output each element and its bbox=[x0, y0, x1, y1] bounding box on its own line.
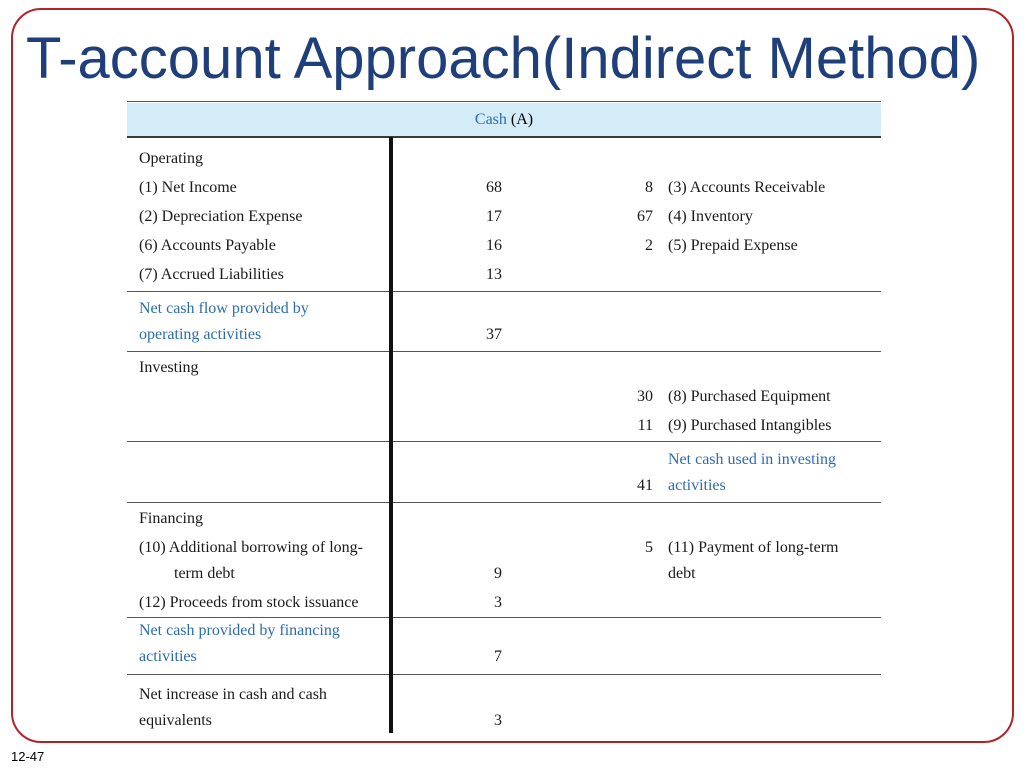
slide-title: T-account Approach(Indirect Method) bbox=[26, 26, 981, 91]
operating-debit-label: (2) Depreciation Expense bbox=[139, 208, 303, 225]
financing-debit-label-line1: (10) Additional borrowing of long- bbox=[139, 539, 363, 556]
financing-debit-amount: 9 bbox=[494, 565, 502, 582]
net-increase-label-line1: Net increase in cash and cash bbox=[139, 686, 327, 703]
financing-credit-label-line1: (11) Payment of long-term bbox=[668, 539, 839, 556]
operating-subtotal-amount: 37 bbox=[486, 326, 502, 343]
t-account-vertical-bar bbox=[389, 137, 393, 733]
investing-subtotal-amount: 41 bbox=[637, 477, 653, 494]
investing-credit-label: (8) Purchased Equipment bbox=[668, 388, 831, 405]
financing-credit-label-line2: debt bbox=[668, 565, 696, 582]
operating-heading: Operating bbox=[139, 150, 203, 167]
operating-debit-label: (7) Accrued Liabilities bbox=[139, 266, 284, 283]
operating-debit-amount: 17 bbox=[486, 208, 502, 225]
top-rule bbox=[127, 101, 881, 102]
financing-heading: Financing bbox=[139, 510, 203, 527]
operating-credit-amount: 67 bbox=[637, 208, 653, 225]
investing-credit-label: (9) Purchased Intangibles bbox=[668, 417, 832, 434]
financing-debit-label: (12) Proceeds from stock issuance bbox=[139, 594, 359, 611]
t-account-header bbox=[127, 103, 881, 136]
divider-after-investing-subtotal bbox=[127, 502, 881, 503]
slide-number: 12-47 bbox=[11, 749, 45, 764]
header-account-suffix: (A) bbox=[510, 111, 534, 128]
investing-credit-amount: 11 bbox=[637, 417, 653, 434]
operating-subtotal-label-line1: Net cash flow provided by bbox=[139, 300, 309, 317]
operating-debit-label: (6) Accounts Payable bbox=[139, 237, 276, 254]
divider-after-operating-subtotal bbox=[127, 351, 881, 352]
operating-credit-amount: 2 bbox=[645, 237, 653, 254]
divider-after-operating bbox=[127, 291, 881, 292]
divider-after-investing bbox=[127, 441, 881, 442]
operating-credit-label: (5) Prepaid Expense bbox=[668, 237, 798, 254]
header-account-name: Cash bbox=[474, 111, 507, 128]
financing-debit-label-line2: term debt bbox=[174, 565, 235, 582]
divider-after-financing bbox=[127, 617, 881, 618]
financing-subtotal-label-line1: Net cash provided by financing bbox=[139, 622, 340, 639]
operating-credit-amount: 8 bbox=[645, 179, 653, 196]
operating-credit-label: (4) Inventory bbox=[668, 208, 753, 225]
net-increase-label-line2: equivalents bbox=[139, 712, 212, 729]
operating-debit-amount: 16 bbox=[486, 237, 502, 254]
net-increase-amount: 3 bbox=[494, 712, 502, 729]
financing-subtotal-amount: 7 bbox=[494, 648, 502, 665]
investing-credit-amount: 30 bbox=[637, 388, 653, 405]
operating-credit-label: (3) Accounts Receivable bbox=[668, 179, 826, 196]
operating-debit-amount: 13 bbox=[486, 266, 502, 283]
financing-subtotal-label-line2: activities bbox=[139, 648, 197, 665]
financing-credit-amount: 5 bbox=[645, 539, 653, 556]
operating-debit-amount: 68 bbox=[486, 179, 502, 196]
investing-heading: Investing bbox=[139, 359, 199, 376]
financing-debit-amount: 3 bbox=[494, 594, 502, 611]
investing-subtotal-label-line1: Net cash used in investing bbox=[668, 451, 836, 468]
divider-after-financing-subtotal bbox=[127, 674, 881, 675]
investing-subtotal-label-line2: activities bbox=[668, 477, 726, 494]
operating-debit-label: (1) Net Income bbox=[139, 179, 237, 196]
operating-subtotal-label-line2: operating activities bbox=[139, 326, 262, 343]
header-rule bbox=[127, 136, 881, 138]
